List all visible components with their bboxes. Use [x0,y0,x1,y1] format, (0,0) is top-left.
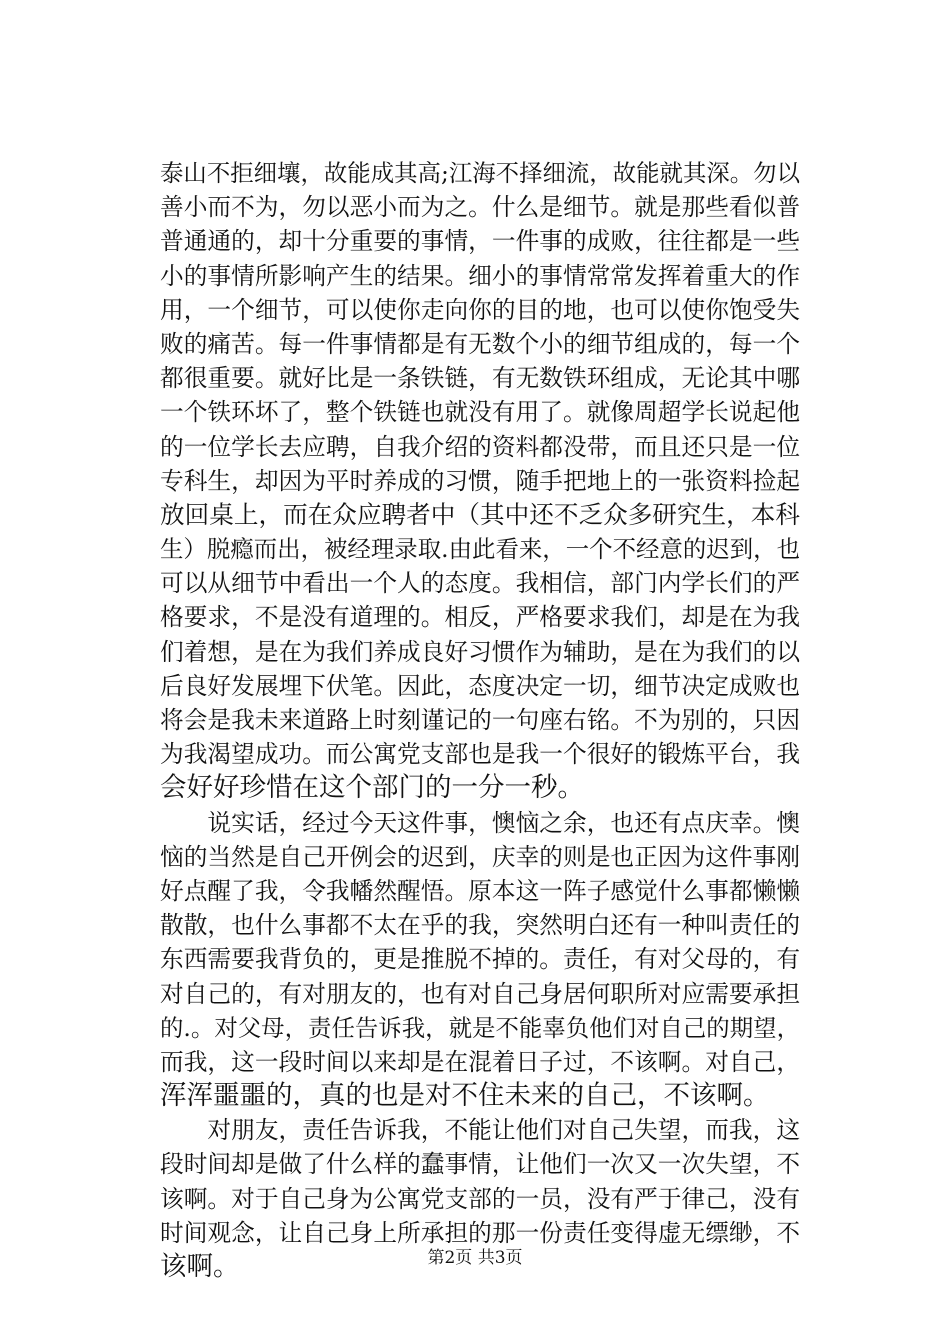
text-line: 专科生，却因为平时养成的习惯，随手把地上的一张资料捡起 [160,466,800,495]
text-line: 段时间却是做了什么样的蠢事情，让他们一次又一次失望，不 [160,1150,800,1179]
text-line: 好点醒了我，令我幡然醒悟。原本这一阵子感觉什么事都懒懒 [160,876,800,905]
text-line: 普通通的，却十分重要的事情，一件事的成败，往往都是一些 [160,227,800,256]
text-line: 说实话，经过今天这件事，懊恼之余，也还有点庆幸。懊 [160,808,800,837]
text-line: 一个铁环坏了，整个铁链也就没有用了。就像周超学长说起他 [160,398,800,427]
text-line: 用，一个细节，可以使你走向你的目的地，也可以使你饱受失 [160,295,800,324]
body-text [160,156,800,1284]
text-line: 们着想，是在为我们养成良好习惯作为辅助，是在为我们的以 [160,637,800,666]
text-line: 而我，这一段时间以来却是在混着日子过，不该啊。对自己， [160,1047,800,1076]
text-line: 善小而不为，勿以恶小而为之。什么是细节。就是那些看似普 [160,193,800,222]
text-line: 会好好珍惜在这个部门的一分一秒。 [160,772,584,804]
text-line: 对自己的，有对朋友的，也有对自己身居何职所对应需要承担 [160,979,800,1008]
text-line: 东西需要我背负的，更是推脱不掉的。责任，有对父母的，有 [160,945,800,974]
text-line: 败的痛苦。每一件事情都是有无数个小的细节组成的，每一个 [160,329,800,358]
text-line: 的一位学长去应聘，自我介绍的资料都没带，而且还只是一位 [160,432,800,461]
text-line: 可以从细节中看出一个人的态度。我相信，部门内学长们的严 [160,569,800,598]
text-line: 时间观念，让自己身上所承担的那一份责任变得虚无缥缈，不 [160,1218,800,1247]
text-line: 放回桌上，而在众应聘者中（其中还不乏众多研究生，本科 [160,499,800,529]
text-line: 格要求，不是没有道理的。相反，严格要求我们，却是在为我 [160,603,800,632]
text-line: 将会是我未来道路上时刻谨记的一句座右铭。不为别的，只因 [160,706,800,734]
text-line: 散散，也什么事都不太在乎的我，突然明白还有一种叫责任的 [160,911,800,940]
text-line: 都很重要。就好比是一条铁链，有无数铁环组成，无论其中哪 [160,364,800,393]
text-line: 小的事情所影响产生的结果。细小的事情常常发挥着重大的作 [160,261,800,290]
page-footer: 第2页 共3页 [427,1248,523,1268]
text-line: 为我渴望成功。而公寓党支部也是我一个很好的锻炼平台，我 [160,740,800,769]
text-line: 对朋友，责任告诉我，不能让他们对自己失望，而我，这 [160,1116,800,1145]
text-line: 生）脱瘾而出，被经理录取.由此看来，一个不经意的迟到，也 [160,535,800,564]
text-line: 的.。对父母，责任告诉我，就是不能辜负他们对自己的期望， [160,1013,800,1042]
text-line: 该啊。对于自己身为公寓党支部的一员，没有严于律己，没有 [160,1184,800,1213]
text-line: 该啊。 [160,1251,240,1282]
text-line: 泰山不拒细壤，故能成其高;江海不择细流，故能就其深。勿以 [160,159,800,187]
text-line: 恼的当然是自己开例会的迟到，庆幸的则是也正因为这件事刚 [160,842,800,871]
text-line: 浑浑噩噩的，真的也是对不住未来的自己，不该啊。 [160,1080,770,1112]
text-line: 后良好发展埋下伏笔。因此，态度决定一切，细节决定成败也 [160,671,800,700]
